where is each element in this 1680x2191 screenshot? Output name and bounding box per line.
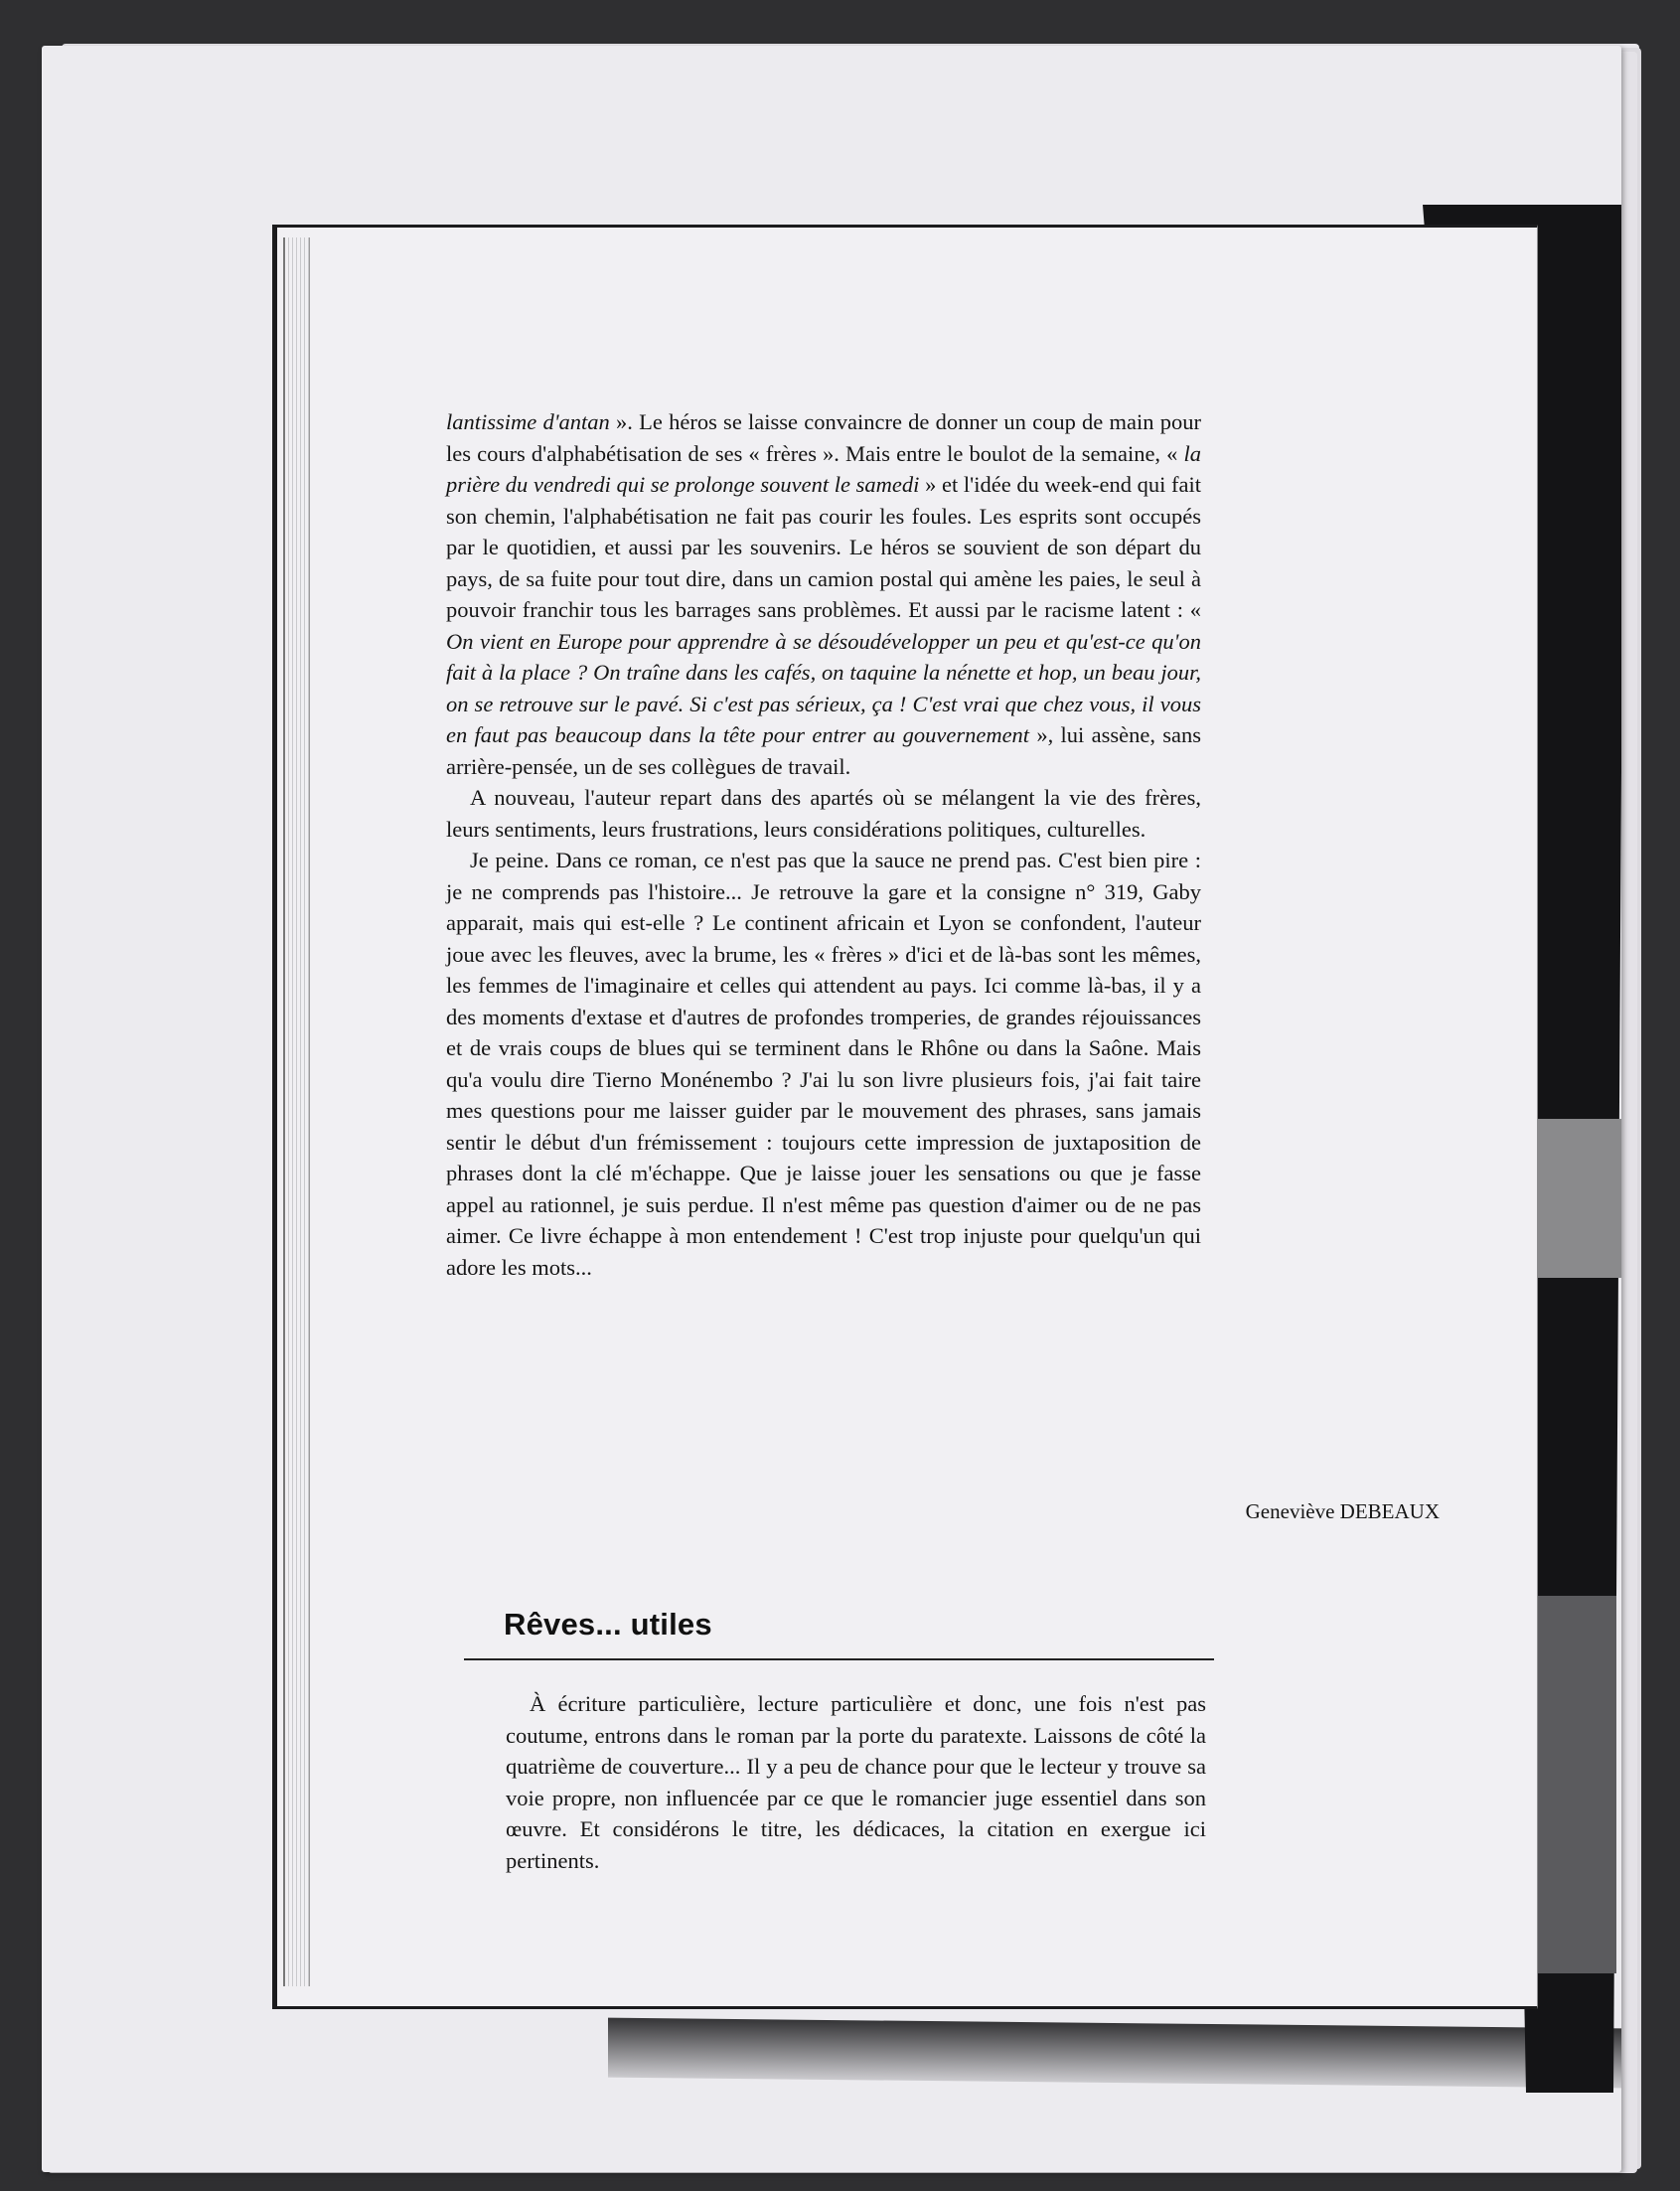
book-fore-edge xyxy=(283,237,310,1986)
book-page xyxy=(272,225,1538,2009)
photocopy-sheet xyxy=(42,46,1621,2172)
paragraph-3: Je peine. Dans ce roman, ce n'est pas que la sauce ne prend pas. C'est bien pire : je ne comprends pas l'histoire... Je retrouve la gare et la consigne n° 319, Gaby apparait, mais qui est-elle ? Le continent africain et Lyon se confondent, l'auteur joue avec les fleuves, avec la brume, les « frères » d'ici et de là-bas sont les mêmes, les femmes de l'imaginaire et celles qui attendent au pays. Ici comme là-bas, il y a des moments d'extase et d'autres de profondes tromperies, de grandes réjouissances et de vrais coups de blues qui se terminent dans le Rhône ou dans la Saône. Mais qu'a voulu dire Tierno Monénembo ? J'ai lu son livre plusieurs fois, j'ai fait taire mes questions pour me laisser guider par le mouvement des phrases, sans jamais sentir le début d'un frémissement : toujours cette impression de juxtaposition de phrases dont la clé m'échappe. Que je laisse jouer les sensations ou que je fasse appel au rationnel, je suis perdue. Il n'est même pas question d'aimer ou de ne pas aimer. Ce livre échappe à mon entendement ! C'est trop injuste pour quelqu'un qui adore les mots... xyxy=(446,848,1201,1280)
paragraph-1 xyxy=(446,406,1201,782)
text-run: » et l'idée du week-end qui fait son chemin, l'alphabétisation ne fait pas courir les foules. Les esprits sont occupés par le quotidien, et aussi par les souvenirs. Le héros se souvient de son départ du pays, de sa fuite pour tout dire, dans un camion postal qui amène les paies, le seul à pouvoir franchir tous les barrages sans problèmes. Et aussi par le racisme latent : « xyxy=(446,472,1202,622)
article-body xyxy=(446,406,1201,1283)
section-body xyxy=(506,1688,1206,1876)
text-run: ». Le héros se laisse convaincre de donner un coup de main pour les cours d'alphabétisation de ses « frères ». Mais entre le boulot de la semaine, « xyxy=(446,409,1201,466)
italic-quote: lantissime d'antan xyxy=(446,409,610,434)
author-signature: Geneviève DEBEAUX xyxy=(1245,1499,1440,1523)
photocopy-bottom-shadow xyxy=(608,2018,1621,2089)
italic-quote: la prière du vendredi qui se prolonge souvent le samedi xyxy=(446,440,1201,497)
paragraph-2: A nouveau, l'auteur repart dans des apartés où se mélangent la vie des frères, leurs sentiments, leurs frustrations, leurs considérations politiques, culturelles. xyxy=(446,785,1201,842)
section-rule xyxy=(464,1658,1214,1660)
section-title: Rêves... utiles xyxy=(504,1607,712,1642)
italic-quote: On vient en Europe pour apprendre à se désoudévelopper un peu et qu'est-ce qu'on fait à la place ? On traîne dans les cafés, on taquine la nénette et hop, un beau jour, on se retrouve sur le pavé. Si c'est pas sérieux, ça ! C'est vrai que chez vous, il vous en faut pas beaucoup dans la tête pour entrer au gouvernement xyxy=(446,628,1201,747)
text-run: », lui assène, sans arrière-pensée, un de ses collègues de travail. xyxy=(446,722,1202,779)
paragraph-1: À écriture particulière, lecture particulière et donc, une fois n'est pas coutume, entrons dans le roman par la porte du paratexte. Laissons de côté la quatrième de couverture... Il y a peu de chance pour que le lecteur y trouve sa voie propre, non influencée par ce que le romancier juge essentiel dans son œuvre. Et considérons le titre, les dédicaces, la citation en exergue ici pertinents. xyxy=(506,1691,1206,1873)
